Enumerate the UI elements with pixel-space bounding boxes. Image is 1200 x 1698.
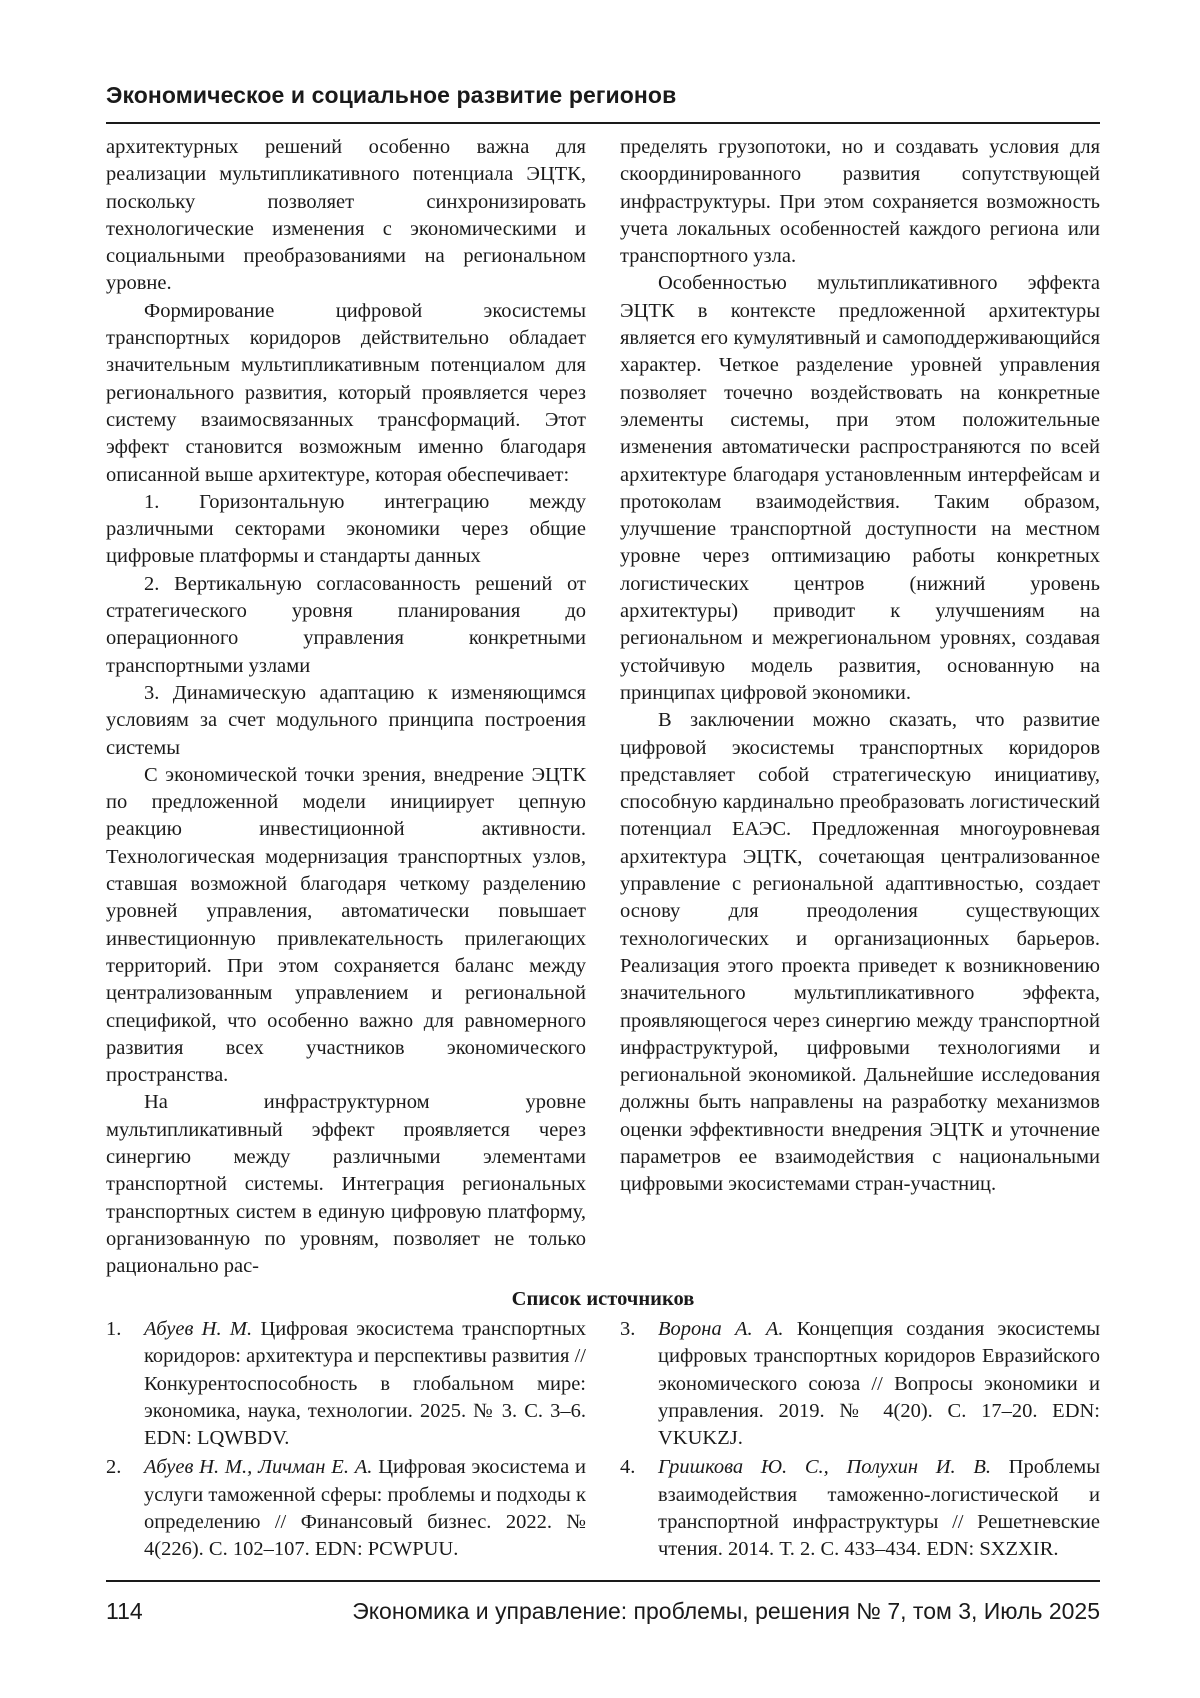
reference-number: 1.: [106, 1318, 122, 1340]
reference-text: Концепция создания экосистемы цифровых транспортных коридоров Евразийского экономического союза // Вопросы экономики и управления. 2019. № 4(20). С. 17–20. EDN: VKUKZJ.: [658, 1318, 1100, 1450]
paragraph: Особенностью мультипликативного эффекта ЭЦТК в контексте предложенной архитектуры является его кумулятивный и самоподдерживающийся характер. Четкое разделение уровней управления позволяет точечно воздействовать на конкретные элементы системы, при этом положительные изменения автоматически распространяются по всей архитектуре благодаря установленным интерфейсам и протоколам взаимодействия. Таким образом, улучшение транспортной доступности на местном уровне через оптимизацию работы конкретных логистических центров (нижний уровень архитектуры) приводит к улучшениям на региональном и межрегиональном уровнях, создавая устойчивую модель развития, основанную на принципах цифровой экономики.: [620, 272, 1100, 704]
references-left: [106, 1316, 586, 1566]
paragraph: архитектурных решений особенно важна для реализации мультипликативного потенциала ЭЦТК, поскольку позволяет синхронизировать технологические изменения с экономическими и социальными преобразованиями на региональном уровне.: [106, 136, 586, 295]
reference-item: [620, 1454, 1100, 1563]
paragraph: пределять грузопотоки, но и создавать условия для скоординированного развития сопутствующей инфраструктуры. При этом сохраняется возможность учета локальных особенностей каждого региона или транспортного узла.: [620, 136, 1100, 268]
footer-rule: [106, 1580, 1100, 1582]
left-column: [106, 134, 586, 1280]
sources-heading: Список источников: [511, 1288, 695, 1310]
references-right: [620, 1316, 1100, 1566]
list-item: 3. Динамическую адаптацию к изменяющимся условиям за счет модульного принципа построения системы: [106, 681, 586, 759]
reference-text: Цифровая экосистема транспортных коридоров: архитектура и перспективы развития // Конкурентоспособность в глобальном мире: экономика, наука, технологии. 2025. № 3. С. 3–6. EDN: LQWBDV.: [144, 1318, 586, 1450]
paragraph: На инфраструктурном уровне мультипликативный эффект проявляется через синергию между различными элементами транспортной системы. Интеграция региональных транспортных систем в единую цифровую платформу, организованную по уровням, позволяет не только рационально рас-: [106, 1091, 586, 1278]
reference-number: 3.: [620, 1318, 636, 1340]
paragraph: С экономической точки зрения, внедрение ЭЦТК по предложенной модели инициирует цепную реакцию инвестиционной активности. Технологическая модернизация транспортных узлов, ставшая возможной благодаря четкому разделению уровней управления, автоматически повышает инвестиционную привлекательность прилегающих территорий. При этом сохраняется баланс между централизованным управлением и региональной спецификой, что особенно важно для равномерного развития всех участников экономического пространства.: [106, 763, 586, 1087]
paragraph: В заключении можно сказать, что развитие цифровой экосистемы транспортных коридоров представляет собой стратегическую инициативу, способную кардинально преобразовать логистический потенциал ЕАЭС. Предложенная многоуровневая архитектура ЭЦТК, сочетающая централизованное управление с региональной адаптивностью, создает основу для преодоления существующих технологических и организационных барьеров. Реализация этого проекта приведет к возникновению значительного мультипликативного эффекта, проявляющегося через синергию между транспортной инфраструктурой, цифровыми технологиями и региональной экономикой. Дальнейшие исследования должны быть направлены на разработку механизмов оценки эффективности внедрения ЭЦТК и уточнение параметров ее взаимодействия с национальными цифровыми экосистемами стран-участниц.: [620, 709, 1100, 1196]
paragraph: Формирование цифровой экосистемы транспортных коридоров действительно обладает значительным мультипликативным потенциалом для регионального развития, который проявляется через систему взаимосвязанных трансформаций. Этот эффект становится возможным именно благодаря описанной выше архитектуре, которая обеспечивает:: [106, 299, 586, 486]
list-item: 1. Горизонтальную интеграцию между различными секторами экономики через общие цифровые платформы и стандарты данных: [106, 490, 586, 568]
reference-authors: Абуев Н. М., Личман Е. А.: [144, 1456, 373, 1479]
reference-authors: Ворона А. А.: [658, 1318, 784, 1340]
reference-item: [620, 1316, 1100, 1452]
right-column: [620, 134, 1100, 1199]
reference-authors: Абуев Н. М.: [144, 1318, 253, 1340]
page-number: 114: [106, 1598, 143, 1624]
journal-title: Экономика и управление: проблемы, решения № 7, том 3, Июль 2025: [352, 1598, 1100, 1624]
reference-item: [106, 1316, 586, 1452]
list-item: 2. Вертикальную согласованность решений от стратегического уровня планирования до операционного управления конкретными транспортными узлами: [106, 572, 586, 677]
reference-authors: Гришкова Ю. С., Полухин И. В.: [658, 1456, 991, 1479]
reference-number: 4.: [620, 1456, 636, 1479]
reference-text: Цифровая экосистема и услуги таможенной сферы: проблемы и подходы к определению // Финансовый бизнес. 2022. № 4(226). С. 102–107. EDN: PCWPUU.: [144, 1456, 586, 1561]
header-rule: [106, 122, 1100, 124]
reference-item: [106, 1454, 586, 1563]
running-header: Экономическое и социальное развитие регионов: [106, 82, 677, 108]
reference-number: 2.: [106, 1456, 122, 1479]
reference-text: Проблемы взаимодействия таможенно-логистической и транспортной инфраструктуры // Решетневские чтения. 2014. Т. 2. С. 433–434. EDN: SXZXIR.: [658, 1456, 1100, 1561]
